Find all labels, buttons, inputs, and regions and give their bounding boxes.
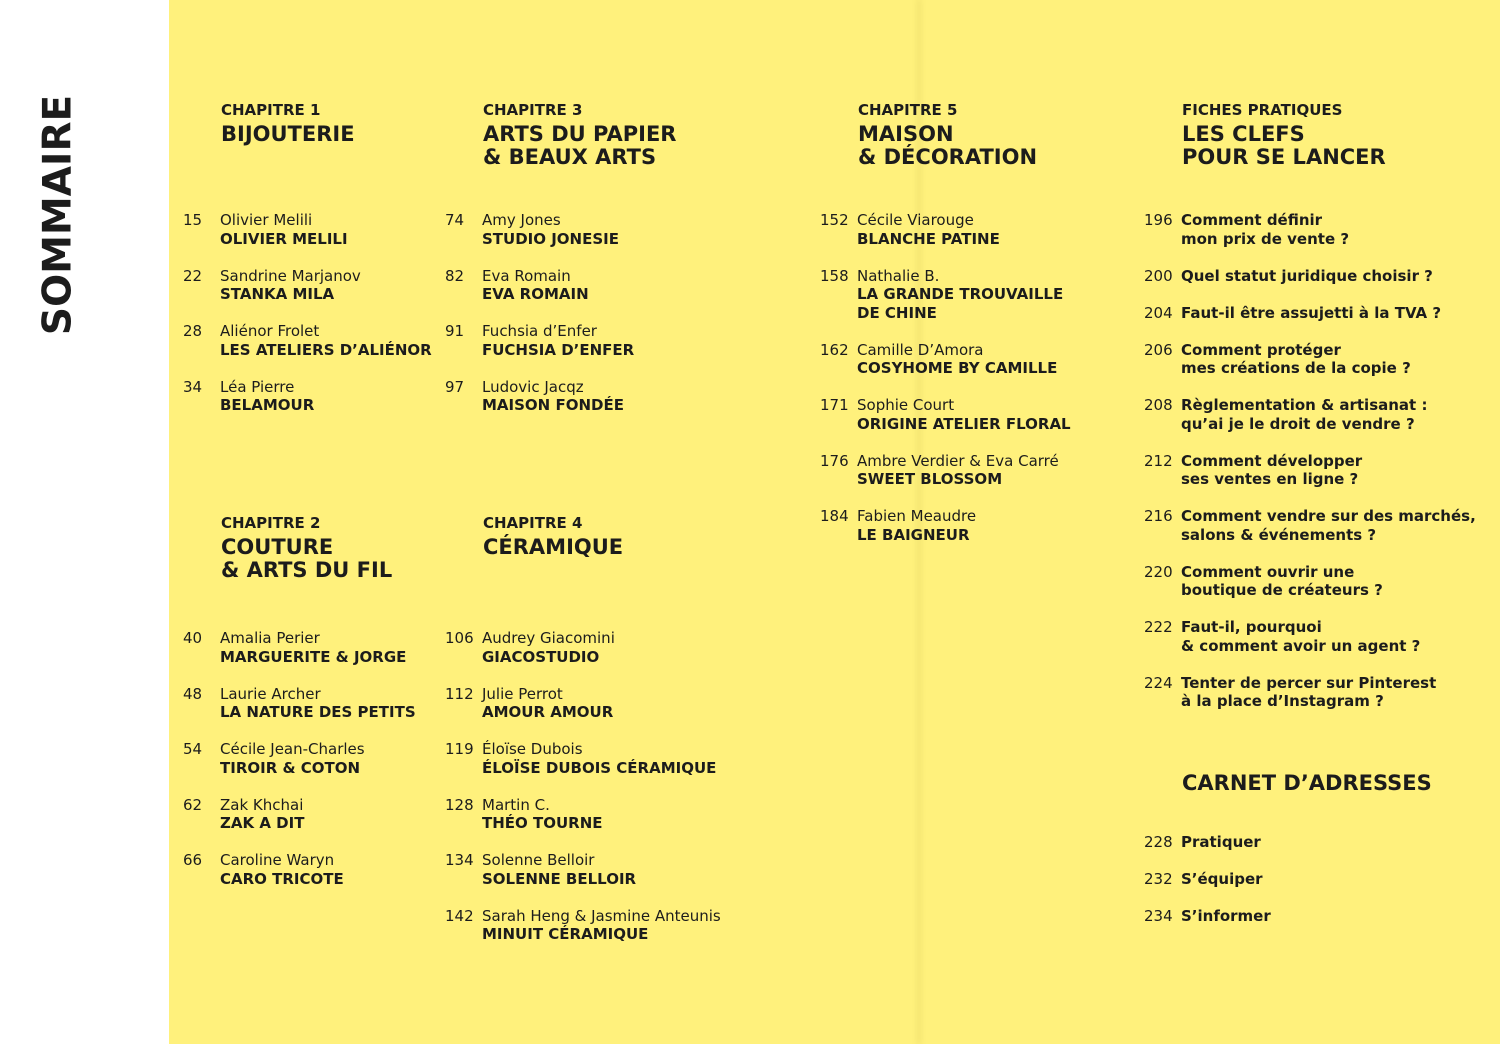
brand-name: CARO TRICOTE: [220, 869, 344, 888]
topic-line: Comment protéger: [1181, 340, 1341, 359]
topic-line: à la place d’Instagram ?: [1181, 692, 1384, 710]
brand-name: COSYHOME BY CAMILLE: [857, 359, 1058, 377]
chapter-title-line: & DÉCORATION: [858, 145, 1038, 169]
page-number: 54: [183, 740, 203, 758]
chapter-4-header: [483, 514, 623, 559]
chapter-label: CHAPITRE 3: [483, 101, 583, 119]
brand-name: ÉLOÏSE DUBOIS CÉRAMIQUE: [482, 758, 717, 777]
topic-line: S’informer: [1181, 907, 1271, 925]
author-name: Sophie Court: [857, 396, 955, 414]
chapter-label: CHAPITRE 5: [858, 101, 958, 119]
entry-text: [220, 378, 314, 415]
chapter-label: CHAPITRE 4: [483, 514, 583, 532]
chapter-title: [483, 536, 623, 559]
entry-text: [482, 322, 634, 359]
page-number: 97: [445, 377, 465, 396]
entry-text: [857, 341, 1057, 378]
author-name: Eva Romain: [482, 266, 571, 285]
page-title: SOMMAIRE: [35, 94, 81, 336]
entry-text: [857, 507, 976, 544]
topic-line: & comment avoir un agent ?: [1181, 636, 1421, 655]
entry-text: [482, 907, 721, 944]
page-number: 134: [445, 851, 474, 869]
entry-text: [1181, 870, 1263, 889]
page-number: 200: [1144, 266, 1173, 285]
author-name: Cécile Jean-Charles: [220, 740, 365, 758]
chapter-title: [1182, 123, 1386, 169]
entry-text: [1181, 618, 1420, 655]
page-number: 91: [445, 322, 465, 340]
entry-text: [1181, 452, 1362, 489]
page-number: 66: [183, 851, 203, 869]
page-number: 176: [820, 451, 849, 470]
brand-name: SOLENNE BELLOIR: [482, 869, 637, 888]
topic-line: mon prix de vente ?: [1181, 229, 1350, 248]
page-number: 106: [445, 629, 474, 647]
topic-line: qu’ai je le droit de vendre ?: [1181, 414, 1415, 433]
entry-text: [1181, 833, 1261, 852]
chapter-title-line: & ARTS DU FIL: [221, 558, 393, 582]
brand-name: ZAK A DIT: [220, 814, 305, 832]
brand-name: LES ATELIERS D’ALIÉNOR: [220, 340, 432, 359]
brand-name: STUDIO JONESIE: [482, 229, 619, 248]
chapter-5-header: [858, 101, 1037, 169]
page-number: 204: [1144, 303, 1173, 322]
brand-name: ORIGINE ATELIER FLORAL: [857, 414, 1071, 433]
page-number: 196: [1144, 211, 1173, 229]
entry-text: [220, 211, 348, 248]
author-name: Sarah Heng & Jasmine Anteunis: [482, 906, 721, 925]
topic-line: salons & événements ?: [1181, 525, 1377, 544]
author-name: Audrey Giacomini: [482, 629, 615, 647]
page-number: 208: [1144, 396, 1173, 414]
page-number: 142: [445, 906, 474, 925]
brand-name: THÉO TOURNE: [482, 814, 603, 832]
brand-name: MAISON FONDÉE: [482, 396, 624, 414]
page-number: 28: [183, 322, 203, 340]
brand-name: STANKA MILA: [220, 285, 335, 303]
author-name: Olivier Melili: [220, 211, 313, 229]
chapter-title-line: & BEAUX ARTS: [483, 145, 657, 169]
page-number: 48: [183, 684, 203, 703]
entry-text: [1181, 304, 1441, 323]
brand-name: MARGUERITE & JORGE: [220, 647, 407, 666]
brand-name: MINUIT CÉRAMIQUE: [482, 925, 649, 943]
page-number: 171: [820, 396, 849, 414]
author-name: Amalia Perier: [220, 629, 320, 647]
topic-line: Comment développer: [1181, 451, 1363, 470]
page-number: 112: [445, 684, 474, 703]
chapter-title-line: LES CLEFS: [1182, 122, 1305, 146]
fiches-header: [1182, 101, 1386, 169]
chapter-title-line: BIJOUTERIE: [221, 122, 355, 146]
entry-text: [1181, 396, 1427, 433]
entry-text: [857, 452, 1059, 489]
entry-text: [220, 740, 365, 777]
entry-text: [220, 851, 344, 888]
brand-name: LE BAIGNEUR: [857, 525, 970, 544]
author-name: Solenne Belloir: [482, 851, 595, 869]
author-name: Martin C.: [482, 795, 550, 814]
page-number: 62: [183, 795, 203, 814]
brand-name: EVA ROMAIN: [482, 285, 589, 303]
entry-text: [1181, 267, 1433, 286]
page-number: 152: [820, 211, 849, 229]
topic-line: Règlementation & artisanat :: [1181, 396, 1428, 414]
author-name: Fuchsia d’Enfer: [482, 322, 597, 340]
page-number: 212: [1144, 451, 1173, 470]
chapter-title: [483, 123, 676, 169]
brand-name: FUCHSIA D’ENFER: [482, 340, 635, 359]
chapter-title-line: MAISON: [858, 122, 954, 146]
topic-line: Quel statut juridique choisir ?: [1181, 266, 1433, 285]
chapter-label: CHAPITRE 2: [221, 514, 321, 532]
author-name: Fabien Meaudre: [857, 507, 977, 525]
entry-text: [220, 629, 406, 666]
chapter-title-line: POUR SE LANCER: [1182, 145, 1386, 169]
author-name: Amy Jones: [482, 211, 561, 229]
author-name: Aliénor Frolet: [220, 322, 320, 340]
chapter-title: [221, 536, 392, 582]
chapter-title-line: ARTS DU PAPIER: [483, 122, 677, 146]
topic-line: Comment ouvrir une: [1181, 562, 1355, 581]
author-name: Camille D’Amora: [857, 340, 984, 359]
page-number: 82: [445, 266, 465, 285]
entry-text: [220, 796, 304, 833]
brand-name: SWEET BLOSSOM: [857, 470, 1003, 488]
page-number: 234: [1144, 907, 1173, 925]
entry-text: [482, 851, 636, 888]
author-name: Ambre Verdier & Eva Carré: [857, 451, 1059, 470]
entry-text: [1181, 907, 1271, 926]
page-number: 158: [820, 266, 849, 285]
page-number: 232: [1144, 870, 1173, 888]
entry-text: [220, 267, 361, 304]
entry-text: [1181, 341, 1411, 378]
entry-text: [482, 378, 624, 415]
entry-text: [482, 796, 603, 833]
entry-text: [857, 267, 1063, 323]
page-number: 34: [183, 377, 203, 396]
side-margin: [0, 0, 169, 1044]
topic-line: Faut-il être assujetti à la TVA ?: [1181, 303, 1442, 322]
author-name: Ludovic Jacqz: [482, 377, 584, 396]
page-number: 22: [183, 266, 203, 285]
entry-text: [482, 211, 619, 248]
brand-name: LA GRANDE TROUVAILLE: [857, 285, 1064, 303]
page-number: 224: [1144, 673, 1173, 692]
page-number: 222: [1144, 618, 1173, 636]
author-name: Nathalie B.: [857, 266, 940, 285]
author-name: Caroline Waryn: [220, 851, 335, 869]
topic-line: mes créations de la copie ?: [1181, 359, 1411, 377]
topic-line: boutique de créateurs ?: [1181, 581, 1383, 599]
entry-text: [1181, 507, 1476, 544]
entry-text: [1181, 211, 1349, 248]
entry-text: [482, 740, 716, 777]
chapter-2-header: [221, 514, 392, 582]
topic-line: Faut-il, pourquoi: [1181, 618, 1322, 636]
carnet-title: CARNET D’ADRESSES: [1182, 771, 1432, 795]
author-name: Sandrine Marjanov: [220, 266, 361, 285]
entry-text: [220, 685, 416, 722]
chapter-1-header: [221, 101, 355, 146]
entry-text: [857, 396, 1071, 433]
page-number: 220: [1144, 562, 1173, 581]
brand-name: BLANCHE PATINE: [857, 229, 1000, 248]
chapter-3-header: [483, 101, 676, 169]
topic-line: ses ventes en ligne ?: [1181, 470, 1359, 488]
entry-text: [482, 629, 615, 666]
chapter-label: FICHES PRATIQUES: [1182, 101, 1343, 119]
page-number: 74: [445, 211, 465, 229]
chapter-title-line: CÉRAMIQUE: [483, 535, 624, 559]
entry-text: [1181, 563, 1383, 600]
topic-line: Pratiquer: [1181, 833, 1261, 851]
author-name: Julie Perrot: [482, 684, 563, 703]
chapter-title-line: COUTURE: [221, 535, 334, 559]
author-name: Zak Khchai: [220, 795, 304, 814]
brand-name: DE CHINE: [857, 303, 937, 322]
entry-text: [482, 267, 589, 304]
brand-name: BELAMOUR: [220, 396, 315, 414]
brand-name: TIROIR & COTON: [220, 758, 361, 777]
topic-line: S’équiper: [1181, 870, 1263, 888]
brand-name: GIACOSTUDIO: [482, 647, 600, 666]
chapter-title: [221, 123, 355, 146]
brand-name: OLIVIER MELILI: [220, 229, 348, 248]
entry-text: [482, 685, 613, 722]
page-number: 216: [1144, 507, 1173, 525]
topic-line: Comment vendre sur des marchés,: [1181, 507, 1476, 525]
entry-text: [1181, 674, 1436, 711]
entry-text: [857, 211, 1000, 248]
brand-name: AMOUR AMOUR: [482, 703, 614, 721]
author-name: Léa Pierre: [220, 377, 295, 396]
brand-name: LA NATURE DES PETITS: [220, 703, 416, 721]
page-number: 184: [820, 507, 849, 525]
author-name: Laurie Archer: [220, 684, 321, 703]
topic-line: Comment définir: [1181, 211, 1323, 229]
page-number: 228: [1144, 833, 1173, 851]
page-number: 119: [445, 740, 474, 758]
page-number: 162: [820, 340, 849, 359]
topic-line: Tenter de percer sur Pinterest: [1181, 673, 1437, 692]
author-name: Éloïse Dubois: [482, 740, 583, 758]
chapter-title: [858, 123, 1037, 169]
page-number: 15: [183, 211, 203, 229]
page-number: 40: [183, 629, 203, 647]
page-number: 128: [445, 795, 474, 814]
page-number: 206: [1144, 340, 1173, 359]
entry-text: [220, 322, 432, 359]
author-name: Cécile Viarouge: [857, 211, 974, 229]
chapter-label: CHAPITRE 1: [221, 101, 321, 119]
